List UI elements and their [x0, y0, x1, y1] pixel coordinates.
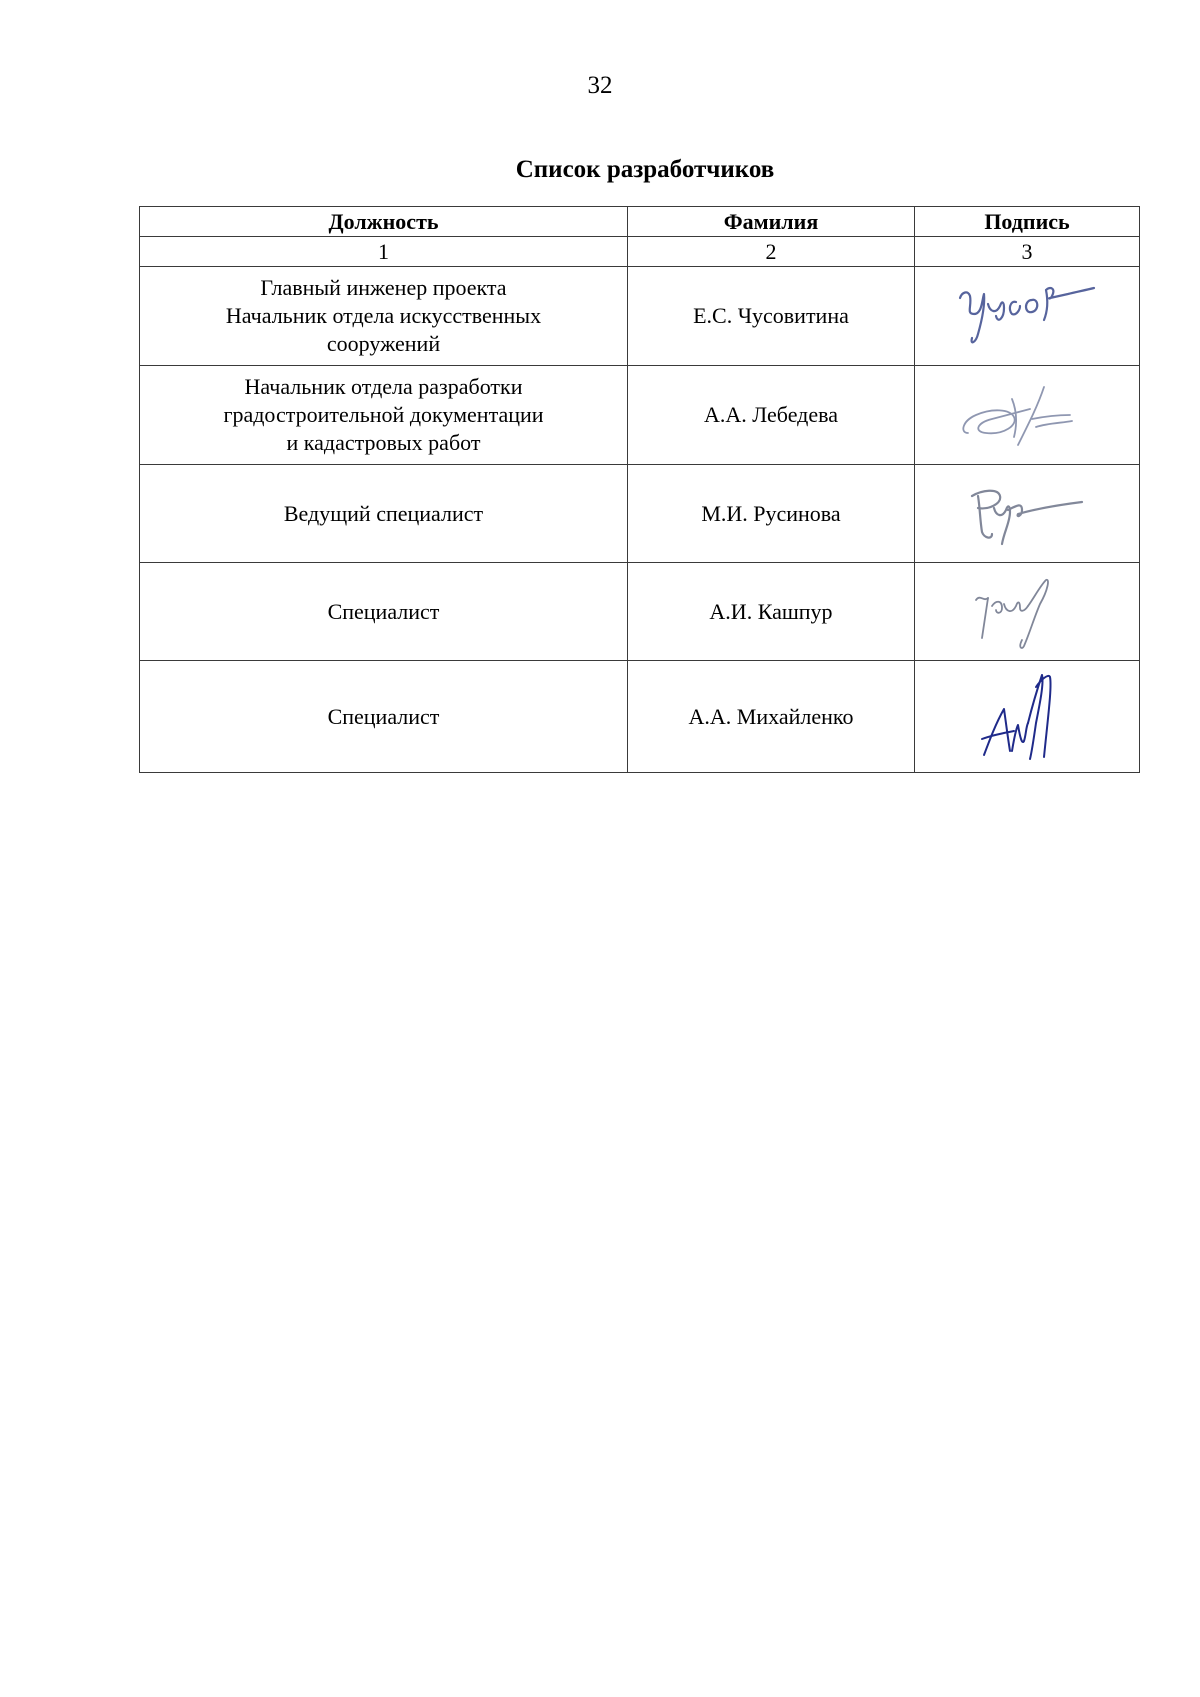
- signature-cell: [915, 465, 1140, 563]
- header-surname: Фамилия: [628, 207, 915, 237]
- table-row: [140, 563, 1140, 661]
- header-position: Должность: [140, 207, 628, 237]
- position-text: Специалист: [327, 703, 440, 729]
- handwritten-signature-icon: [952, 667, 1102, 767]
- position-text: Начальник отдела разработки градостроительной документации и кадастровых работ: [223, 374, 544, 455]
- position-cell: [140, 267, 628, 366]
- position-cell: [140, 661, 628, 773]
- table-row: [140, 366, 1140, 465]
- handwritten-signature-icon: [952, 276, 1102, 356]
- developers-table: [139, 206, 1140, 773]
- signature-cell: [915, 267, 1140, 366]
- position-text: Ведущий специалист: [283, 500, 484, 526]
- signature-cell: [915, 563, 1140, 661]
- handwritten-signature-icon: [952, 375, 1102, 455]
- column-number-row: [140, 237, 1140, 267]
- handwritten-signature-icon: [952, 474, 1102, 554]
- column-number: 1: [140, 237, 628, 267]
- signature-cell: [915, 661, 1140, 773]
- page-title: Список разработчиков: [515, 156, 775, 183]
- table-row: [140, 661, 1140, 773]
- table-header-row: [140, 207, 1140, 237]
- surname-cell: А.И. Кашпур: [628, 563, 915, 661]
- position-cell: [140, 563, 628, 661]
- signature-cell: [915, 366, 1140, 465]
- table-row: [140, 267, 1140, 366]
- surname-cell: Е.С. Чусовитина: [628, 267, 915, 366]
- table-row: [140, 465, 1140, 563]
- surname-cell: А.А. Михайленко: [628, 661, 915, 773]
- surname-cell: М.И. Русинова: [628, 465, 915, 563]
- handwritten-signature-icon: [952, 572, 1102, 652]
- page-number: 32: [587, 72, 613, 99]
- position-cell: [140, 465, 628, 563]
- column-number: 2: [628, 237, 915, 267]
- surname-cell: А.А. Лебедева: [628, 366, 915, 465]
- position-cell: [140, 366, 628, 465]
- position-text: Главный инженер проекта Начальник отдела искусственных сооружений: [225, 275, 542, 356]
- column-number: 3: [915, 237, 1140, 267]
- position-text: Специалист: [327, 598, 440, 624]
- header-signature: Подпись: [915, 207, 1140, 237]
